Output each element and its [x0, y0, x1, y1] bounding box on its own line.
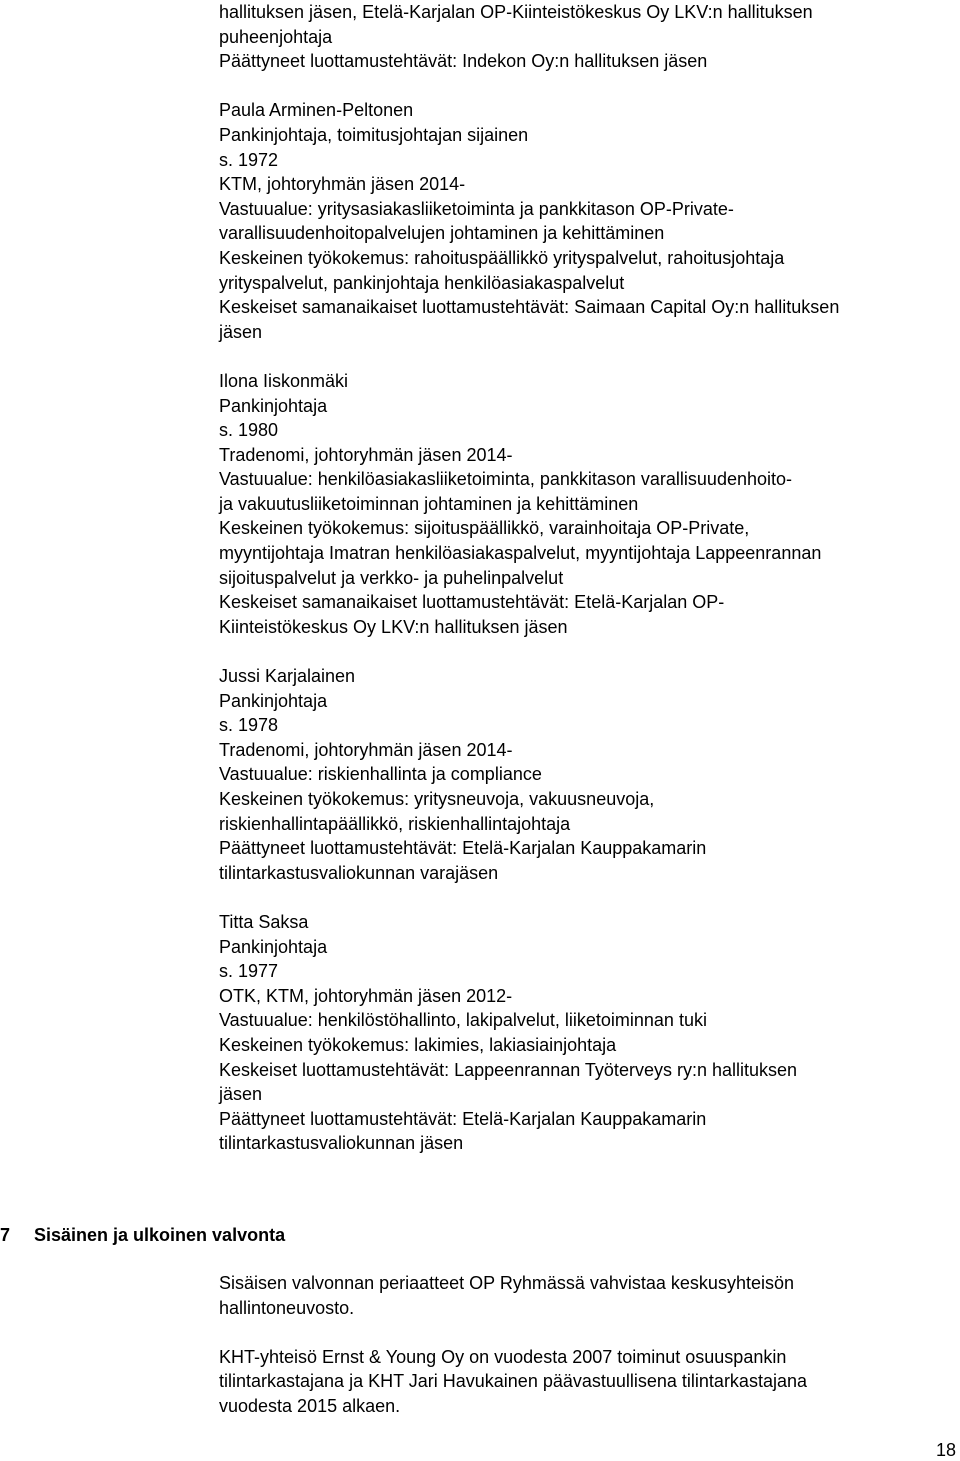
text-line: Vastuualue: riskienhallinta ja compliance — [219, 764, 542, 785]
person-birth-year: s. 1977 — [219, 961, 279, 982]
person-entry-saksa — [219, 910, 955, 1156]
text-line: riskienhallintapäällikkö, riskienhallintajohtaja — [219, 813, 571, 834]
text-line: varallisuudenhoitopalvelujen johtaminen ja kehittäminen — [219, 223, 665, 244]
text-line: Tradenomi, johtoryhmän jäsen 2014- — [219, 444, 513, 465]
text-line: Keskeinen työkokemus: lakimies, lakiasiainjohtaja — [219, 1034, 617, 1055]
text-line: myyntijohtaja Imatran henkilöasiakaspalvelut, myyntijohtaja Lappeenrannan — [219, 543, 822, 564]
text-line: KHT-yhteisö Ernst & Young Oy on vuodesta 2007 toiminut osuuspankin — [219, 1346, 787, 1367]
person-entry-arminen-peltonen — [219, 98, 955, 344]
text-line: puheenjohtaja — [219, 26, 333, 47]
section-title: Sisäinen ja ulkoinen valvonta — [34, 1225, 286, 1245]
section-number: 7 — [0, 1225, 11, 1245]
person-birth-year: s. 1980 — [219, 420, 279, 441]
paragraph — [219, 1271, 955, 1320]
person-birth-year: s. 1972 — [219, 149, 279, 170]
person-name: Jussi Karjalainen — [219, 666, 356, 687]
text-line: ja vakuutusliiketoiminnan johtaminen ja kehittäminen — [219, 493, 639, 514]
person-name: Ilona Iiskonmäki — [219, 370, 349, 391]
text-line: sijoituspalvelut ja verkko- ja puhelinpalvelut — [219, 567, 564, 588]
person-entry-iiskonmaki — [219, 369, 955, 640]
text-line: jäsen — [219, 321, 263, 342]
section-heading — [0, 1223, 285, 1248]
spacer — [219, 74, 955, 99]
person-title: Pankinjohtaja — [219, 936, 328, 957]
text-line: Kiinteistökeskus Oy LKV:n hallituksen jäsen — [219, 616, 568, 637]
section-body — [219, 1271, 955, 1443]
text-line: Päättyneet luottamustehtävät: Etelä-Karjalan Kauppakamarin — [219, 838, 707, 859]
text-line: KTM, johtoryhmän jäsen 2014- — [219, 174, 466, 195]
paragraph — [219, 1345, 955, 1419]
text-line: Päättyneet luottamustehtävät: Etelä-Karjalan Kauppakamarin — [219, 1108, 707, 1129]
management-list — [219, 0, 955, 1156]
text-line: tilintarkastusvaliokunnan varajäsen — [219, 862, 499, 883]
text-line: Keskeiset samanaikaiset luottamustehtävät: Saimaan Capital Oy:n hallituksen — [219, 297, 840, 318]
text-line: Vastuualue: henkilöstöhallinto, lakipalvelut, liiketoiminnan tuki — [219, 1010, 707, 1031]
continuation-text — [219, 0, 955, 74]
text-line: Keskeinen työkokemus: rahoituspäällikkö yrityspalvelut, rahoitusjohtaja — [219, 247, 785, 268]
text-line: hallituksen jäsen, Etelä-Karjalan OP-Kiinteistökeskus Oy LKV:n hallituksen — [219, 2, 813, 22]
text-line: hallintoneuvosto. — [219, 1297, 355, 1318]
spacer — [219, 639, 955, 664]
person-name: Titta Saksa — [219, 911, 309, 932]
text-line: Keskeinen työkokemus: yritysneuvoja, vakuusneuvoja, — [219, 789, 655, 809]
text-line: Vastuualue: henkilöasiakasliiketoiminta, pankkitason varallisuudenhoito- — [219, 469, 793, 490]
person-entry-karjalainen — [219, 664, 955, 885]
text-line: tilintarkastajana ja KHT Jari Havukainen päävastuullisena tilintarkastajana — [219, 1371, 807, 1392]
text-line: OTK, KTM, johtoryhmän jäsen 2012- — [219, 985, 513, 1006]
text-line: Vastuualue: yritysasiakasliiketoiminta ja pankkitason OP-Private- — [219, 198, 734, 219]
person-name: Paula Arminen-Peltonen — [219, 100, 414, 121]
person-title: Pankinjohtaja, toimitusjohtajan sijainen — [219, 124, 529, 145]
person-title: Pankinjohtaja — [219, 395, 328, 416]
text-line: yrityspalvelut, pankinjohtaja henkilöasiakaspalvelut — [219, 272, 625, 293]
text-line: jäsen — [219, 1084, 263, 1105]
text-line: vuodesta 2015 alkaen. — [219, 1395, 401, 1416]
text-line: Keskeiset samanaikaiset luottamustehtävät: Etelä-Karjalan OP- — [219, 592, 725, 613]
text-line: Keskeiset luottamustehtävät: Lappeenrannan Työterveys ry:n hallituksen — [219, 1059, 798, 1080]
person-birth-year: s. 1978 — [219, 715, 279, 736]
text-line: Keskeinen työkokemus: sijoituspäällikkö, varainhoitaja OP-Private, — [219, 518, 750, 539]
page-number: 18 — [935, 1440, 956, 1460]
spacer — [219, 885, 955, 910]
person-title: Pankinjohtaja — [219, 690, 328, 711]
text-line: Sisäisen valvonnan periaatteet OP Ryhmässä vahvistaa keskusyhteisön — [219, 1273, 794, 1293]
spacer — [219, 344, 955, 369]
text-line: Päättyneet luottamustehtävät: Indekon Oy:n hallituksen jäsen — [219, 51, 708, 72]
text-line: tilintarkastusvaliokunnan jäsen — [219, 1133, 464, 1154]
text-line: Tradenomi, johtoryhmän jäsen 2014- — [219, 739, 513, 760]
